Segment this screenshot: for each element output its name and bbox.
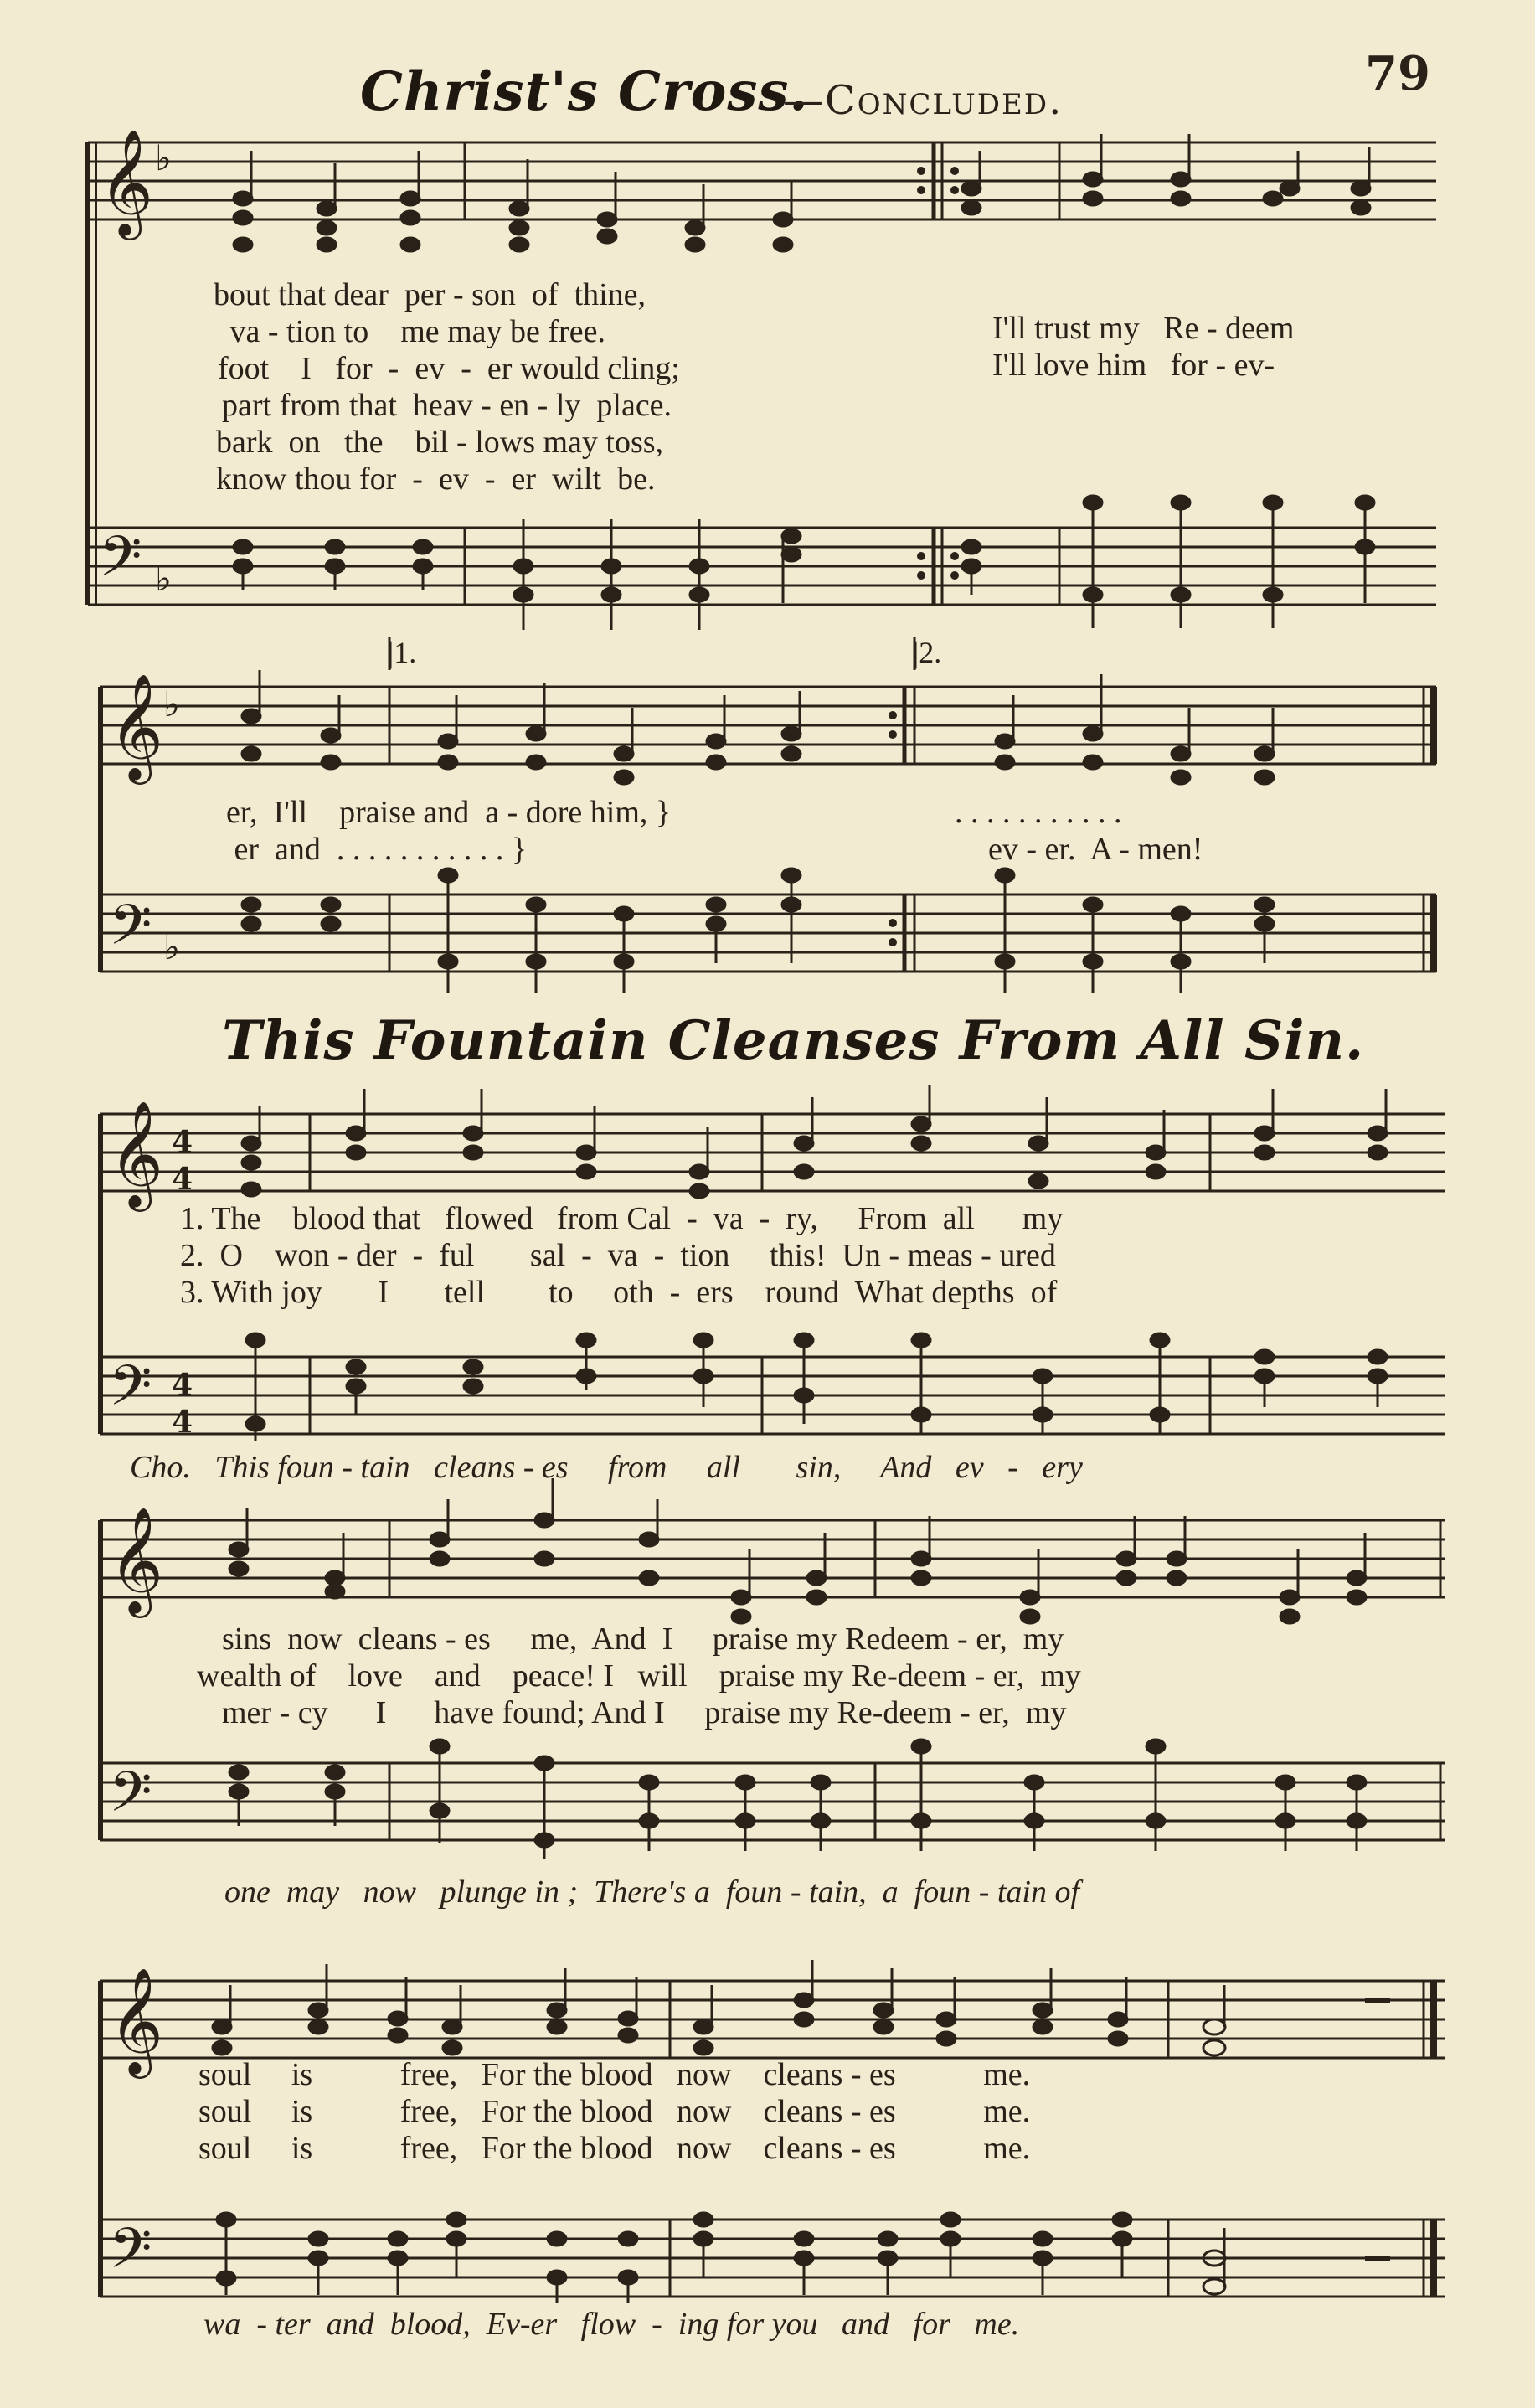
verse-line: 2. O won - der - ful sal - va - tion this! Un - meas - ured (180, 1238, 1056, 1273)
lyric-line: er, I'll praise and a - dore him, } (226, 795, 672, 830)
svg-text:♭: ♭ (163, 683, 180, 724)
verse-line: 3. With joy I tell to oth - ers round What depths of (180, 1275, 1058, 1310)
lyric-line: I'll trust my Re - deem (992, 311, 1295, 346)
svg-text:𝄞: 𝄞 (99, 128, 154, 235)
verse-line: wealth of love and peace! I will praise my Re-deem - er, my (197, 1658, 1081, 1694)
lyric-line: bout that dear per - son of thine, (214, 277, 646, 312)
lyric-line: part from that heav - en - ly place. (222, 388, 672, 423)
lyric-line: bark on the bil - lows may toss, (216, 425, 664, 460)
chorus-line: Cho. This foun - tain cleans - es from all sin, And ev - ery (130, 1450, 1083, 1485)
verse-line: soul is free, For the blood now cleans - es me. (198, 2057, 1031, 2092)
page-number: 79 (1365, 46, 1430, 101)
hymn-subtitle: —Concluded. (783, 77, 1064, 124)
svg-text:♭: ♭ (155, 137, 172, 178)
svg-text:𝄢: 𝄢 (99, 524, 142, 602)
svg-text:𝄞: 𝄞 (109, 1506, 164, 1613)
lyric-line: foot I for - ev - er would cling; (218, 351, 680, 386)
svg-text:𝄢: 𝄢 (109, 1760, 152, 1838)
svg-text:4: 4 (172, 1162, 193, 1197)
svg-text:♭: ♭ (163, 926, 180, 967)
verse-line: soul is free, For the blood now cleans - es me. (198, 2131, 1031, 2166)
lyric-line: va - tion to me may be free. (222, 314, 605, 349)
svg-text:𝄢: 𝄢 (109, 2216, 152, 2294)
lyric-line: know thou for - ev - er wilt be. (216, 461, 656, 497)
chorus-line: wa - ter and blood, Ev-er flow - ing for you and for me. (203, 2307, 1020, 2342)
svg-text:4: 4 (172, 1368, 193, 1403)
svg-text:𝄞: 𝄞 (109, 1967, 164, 2074)
svg-text:𝄢: 𝄢 (109, 1354, 152, 1431)
lyric-line: I'll love him for - ev- (992, 348, 1275, 383)
chorus-line: one may now plunge in ; There's a foun - tain, a foun - tain of (224, 1874, 1080, 1910)
hymn-title-2: This Fountain Cleanses From All Sin. (222, 1009, 1365, 1072)
svg-text:𝄞: 𝄞 (109, 1100, 164, 1207)
verse-line: soul is free, For the blood now cleans - es me. (198, 2094, 1031, 2129)
svg-text:4: 4 (172, 1405, 193, 1440)
lyric-line: er and . . . . . . . . . . . } (226, 832, 528, 867)
verse-line: mer - cy I have found; And I praise my Re-deem - er, my (222, 1695, 1067, 1730)
ending-2-label: |2. (913, 636, 942, 669)
verse-line: sins now cleans - es me, And I praise my Redeem - er, my (222, 1622, 1064, 1657)
svg-text:4: 4 (172, 1125, 193, 1160)
verse-line: 1. The blood that flowed from Cal - va - ry, From all my (180, 1201, 1064, 1236)
svg-text:♭: ♭ (155, 558, 172, 599)
lyric-line: . . . . . . . . . . . (955, 795, 1122, 830)
hymn-title: Christ's Cross. (360, 60, 809, 123)
ending-1-label: |1. (388, 636, 417, 669)
svg-text:𝄞: 𝄞 (109, 673, 164, 780)
lyric-line: ev - er. A - men! (988, 832, 1203, 867)
svg-text:𝄢: 𝄢 (109, 893, 152, 971)
